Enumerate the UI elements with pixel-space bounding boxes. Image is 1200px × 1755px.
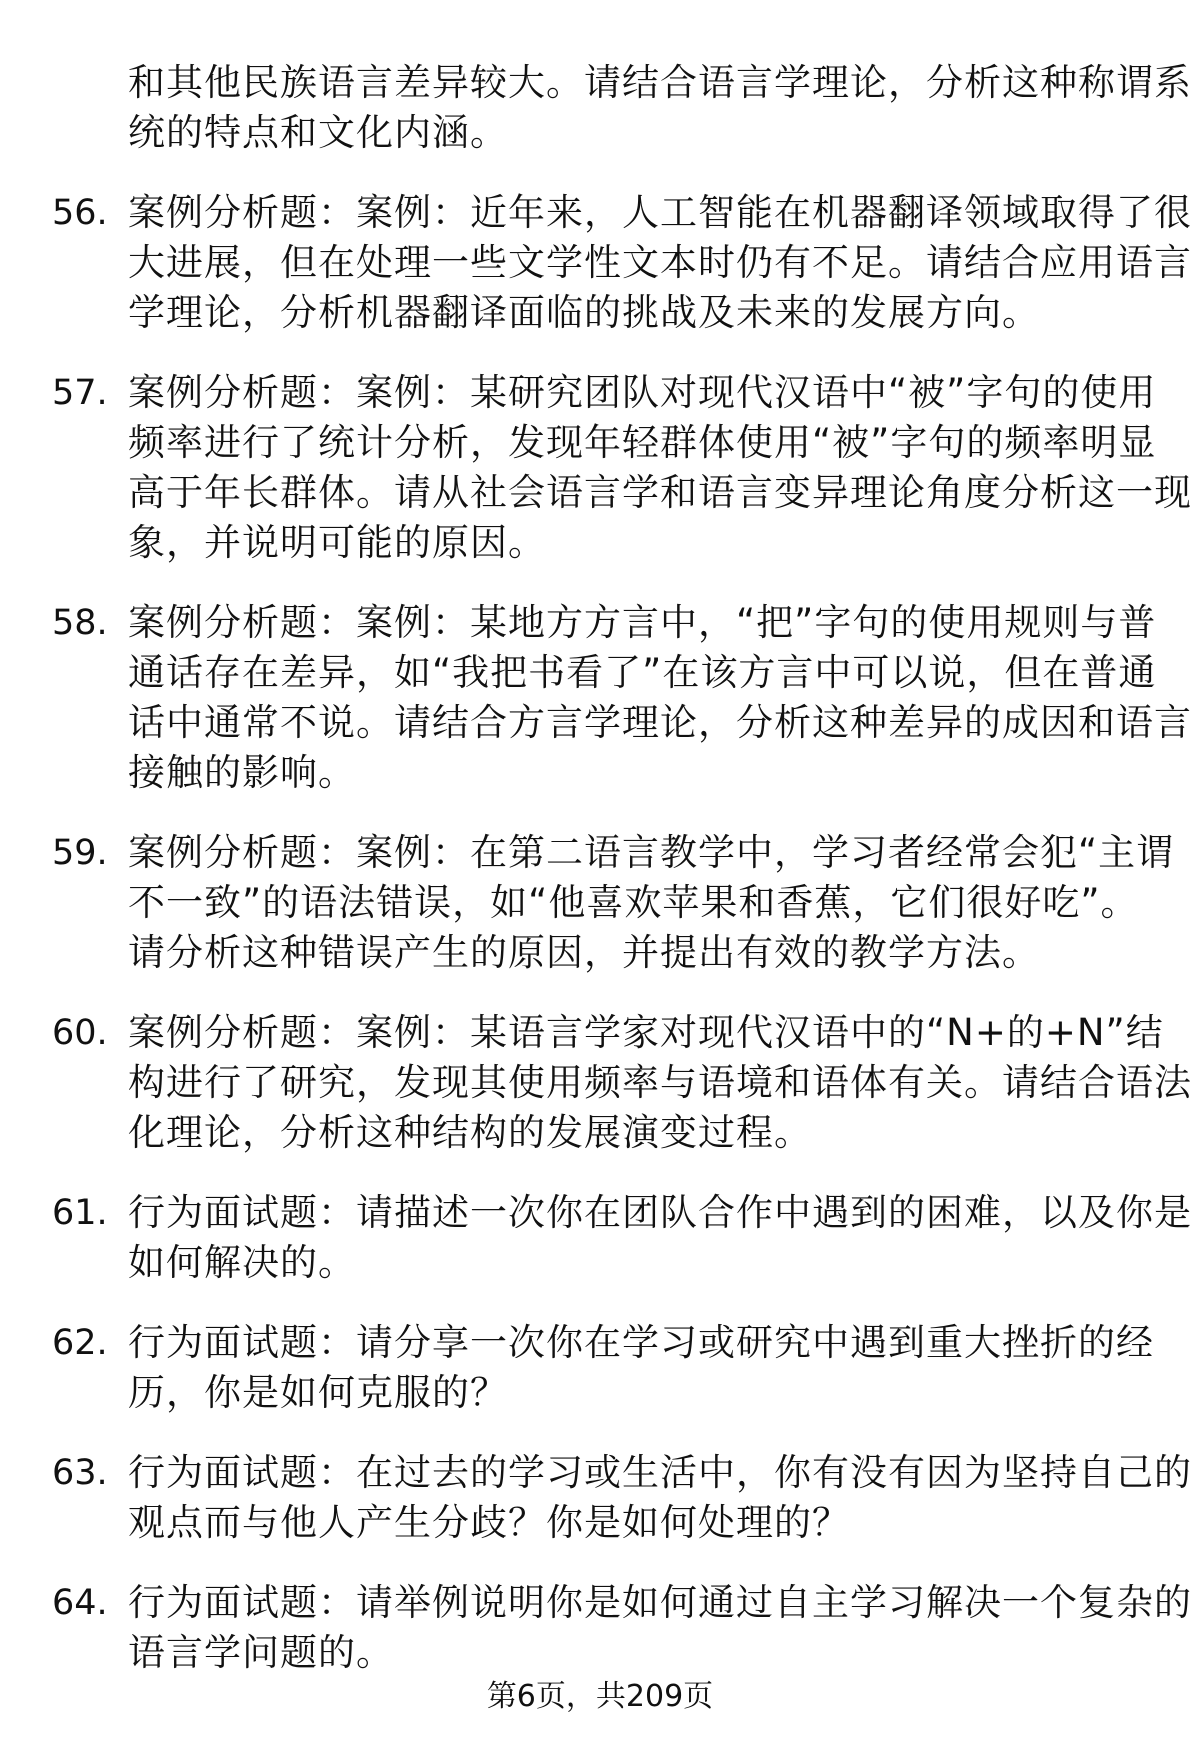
text-line: 统的特点和文化内涵。 bbox=[128, 111, 508, 154]
question-number: 60. bbox=[52, 1013, 108, 1053]
text-line: 行为面试题：请分享一次你在学习或研究中遇到重大挫折的经 bbox=[128, 1321, 1154, 1364]
text-line: 大进展，但在处理一些文学性文本时仍有不足。请结合应用语言 bbox=[128, 241, 1192, 284]
text-line: 接触的影响。 bbox=[128, 751, 356, 794]
text-line: 语言学问题的。 bbox=[128, 1631, 394, 1674]
question-number: 56. bbox=[52, 193, 108, 233]
question-number: 64. bbox=[52, 1583, 108, 1623]
text-line: 通话存在差异，如“我把书看了”在该方言中可以说，但在普通 bbox=[128, 651, 1157, 694]
question-text bbox=[128, 188, 1192, 338]
question-text bbox=[128, 368, 1192, 568]
text-line: 不一致”的语法错误，如“他喜欢苹果和香蕉，它们很好吃”。 bbox=[128, 881, 1139, 924]
text-line: 观点而与他人产生分歧？你是如何处理的？ bbox=[128, 1501, 850, 1544]
question-text bbox=[128, 1318, 1154, 1418]
question-text bbox=[128, 598, 1192, 798]
text-line: 话中通常不说。请结合方言学理论，分析这种差异的成因和语言 bbox=[128, 701, 1192, 744]
text-line: 如何解决的。 bbox=[128, 1241, 356, 1284]
text-line: 案例分析题：案例：某地方方言中，“把”字句的使用规则与普 bbox=[128, 601, 1157, 644]
text-line: 高于年长群体。请从社会语言学和语言变异理论角度分析这一现 bbox=[128, 471, 1192, 514]
question-text bbox=[128, 58, 1192, 158]
text-line: 请分析这种错误产生的原因，并提出有效的教学方法。 bbox=[128, 931, 1040, 974]
text-line: 行为面试题：在过去的学习或生活中，你有没有因为坚持自己的 bbox=[128, 1451, 1192, 1494]
question-number: 63. bbox=[52, 1453, 108, 1493]
text-line: 和其他民族语言差异较大。请结合语言学理论，分析这种称谓系 bbox=[128, 61, 1192, 104]
text-line: 化理论，分析这种结构的发展演变过程。 bbox=[128, 1111, 812, 1154]
question-number: 62. bbox=[52, 1323, 108, 1363]
text-line: 行为面试题：请举例说明你是如何通过自主学习解决一个复杂的 bbox=[128, 1581, 1192, 1624]
text-line: 案例分析题：案例：某语言学家对现代汉语中的“N+的+N”结 bbox=[128, 1011, 1164, 1054]
question-text bbox=[128, 1448, 1192, 1548]
question-number: 58. bbox=[52, 603, 108, 643]
question-number: 57. bbox=[52, 373, 108, 413]
text-line: 学理论，分析机器翻译面临的挑战及未来的发展方向。 bbox=[128, 291, 1040, 334]
question-text bbox=[128, 1578, 1192, 1678]
question-text bbox=[128, 828, 1174, 978]
text-line: 象，并说明可能的原因。 bbox=[128, 521, 546, 564]
question-number: 61. bbox=[52, 1193, 108, 1233]
text-line: 案例分析题：案例：在第二语言教学中，学习者经常会犯“主谓 bbox=[128, 831, 1175, 874]
question-number: 59. bbox=[52, 833, 108, 873]
text-line: 频率进行了统计分析，发现年轻群体使用“被”字句的频率明显 bbox=[128, 421, 1157, 464]
question-text bbox=[128, 1188, 1192, 1288]
text-line: 案例分析题：案例：某研究团队对现代汉语中“被”字句的使用 bbox=[128, 371, 1157, 414]
page-number-footer: 第6页，共209页 bbox=[486, 1679, 714, 1714]
text-line: 行为面试题：请描述一次你在团队合作中遇到的困难，以及你是 bbox=[128, 1191, 1192, 1234]
text-line: 案例分析题：案例：近年来，人工智能在机器翻译领域取得了很 bbox=[128, 191, 1192, 234]
question-text bbox=[128, 1008, 1192, 1158]
text-line: 历，你是如何克服的？ bbox=[128, 1371, 508, 1414]
text-line: 构进行了研究，发现其使用频率与语境和语体有关。请结合语法 bbox=[128, 1061, 1192, 1104]
